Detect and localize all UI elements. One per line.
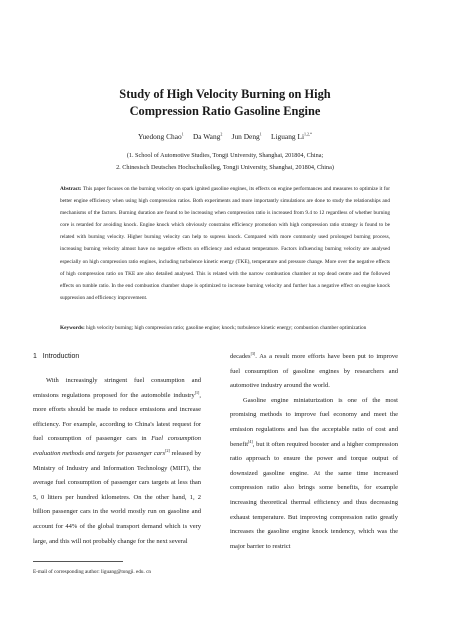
paper-title xyxy=(40,86,410,120)
abstract-text: This paper focuses on the burning velocity on spark ignited gasoline engines, its effects on engine performances and measures to optimize it for better engine efficiency when using high compression ratios. Both experiments and more importantly simulations are done to study the relationships and mechanisms of the factors. Burning duration are found to be increasing when compression ratio is increased from 9.4 to 12 regardless of whether burning core is retarded for avoiding knock. Engine knock which obviously constrains efficiency promotion with high compression ratio strategy is found to be related with burning velocity. Higher burning velocity can help to supress knock. Compared with more commonly used prolonged burning process, increasing burning velocity almost have no negative effects on efficiency and exhaust temperature. Factors influencing burning velocity are analysed especially on high compression ratio engines, including turbulence kinetic energy (TKE), temperature and pressure change. More over the negative effects of high compression ratio on TKE are also detailed analysed. This is related with the narrow combustion chamber at top dead centre and the followed effects on tumble ratio. In the end combustion chamber shape is optimized to increase burning velocity and further has a negative effect on engine knock suppression and efficiency improvement. xyxy=(60,186,390,301)
footnote-email: E-mail of corresponding author: liguang@tongji. edu. cn xyxy=(33,569,152,575)
section-number: 1 xyxy=(33,353,37,360)
citation-ref: [1] xyxy=(194,389,200,395)
footnote-rule xyxy=(33,561,123,562)
title-line-2: Compression Ratio Gasoline Engine xyxy=(129,104,321,118)
author-affiliation-mark: 1,2,* xyxy=(304,131,313,137)
body-text: decades xyxy=(230,353,251,360)
left-column xyxy=(33,350,201,549)
italic-title-text: Fuel consumption evaluation methods and targets for passenger cars xyxy=(33,435,201,457)
body-text: , but it often required booster and a higher compression ratio approach to ensure the power and torque output of downsized gasoline engine. At the same time increased compression ratio also brings some benefits, for example increasing theoretical thermal efficiency and thus decreasing exhaust temperature. But improving compression ratio greatly increases the gasoline engine knock tendency, which was the major barrier to restrict xyxy=(230,440,398,550)
keywords-text: high velocity burning; high compression ratio; gasoline engine; knock; turbulence kinetic energy; combustion chamber optimization xyxy=(86,325,367,331)
author-name: Da Wang xyxy=(192,132,221,141)
section-title: Introduction xyxy=(42,353,80,360)
affiliation-line-2: 2. Chinesisch Deutsches Hochschulkolleg, Tongji University, Shanghai, 201804, China) xyxy=(116,164,334,171)
keywords xyxy=(60,322,390,334)
author-name: Jun Deng xyxy=(231,132,260,141)
citation-ref: [3] xyxy=(250,350,256,356)
author-affiliation-mark: 2 xyxy=(220,131,223,137)
citation-ref: [4] xyxy=(248,438,253,444)
citation-ref: [2] xyxy=(165,447,170,453)
author-affiliation-mark: 1 xyxy=(181,131,184,137)
body-paragraph xyxy=(230,394,398,555)
author-list xyxy=(40,132,410,142)
author-name: Liguang Li xyxy=(270,132,305,141)
body-paragraph xyxy=(33,374,201,549)
body-paragraph xyxy=(230,350,398,394)
section-heading xyxy=(33,350,201,364)
body-text: , more efforts should be made to reduce emissions and increase efficiency. For example, according to China's latest request for fuel consumption of passenger cars in xyxy=(33,391,201,443)
abstract xyxy=(60,183,390,304)
body-text: . As a result more efforts have been put to improve fuel consumption of gasoline engines by researchers and automotive industry around the world. xyxy=(230,353,398,390)
author-affiliation-mark: 1 xyxy=(259,131,262,137)
affiliation-line-1: (1. School of Automotive Studies, Tongji University, Shanghai, 201804, China; xyxy=(126,152,324,159)
right-column xyxy=(230,350,398,554)
body-text: Gasoline engine miniaturization is one of the most promising methods to improve fuel economy and meet the emission regulations and has the acceptable ratio of cost and benefit xyxy=(230,396,398,448)
body-text: released by Ministry of Industry and Information Technology (MIIT), the average fuel consumption of passenger cars targets at less than 5, 0 litters per hundred kilometres. On the other hand, 1, 2 billion passenger cars in the world mostly run on gasoline and account for 44% of the global transport demand which is very large, and this will not probably change for the next several xyxy=(33,449,202,545)
author-name: Yuedong Chao xyxy=(137,132,182,141)
keywords-label: Keywords: xyxy=(60,325,85,331)
affiliations xyxy=(40,150,410,174)
abstract-label: Abstract: xyxy=(60,186,82,192)
title-line-1: Study of High Velocity Burning on High xyxy=(119,87,331,101)
body-text: With increasingly stringent fuel consumption and emissions regulations proposed for the automobile industry xyxy=(33,377,201,399)
